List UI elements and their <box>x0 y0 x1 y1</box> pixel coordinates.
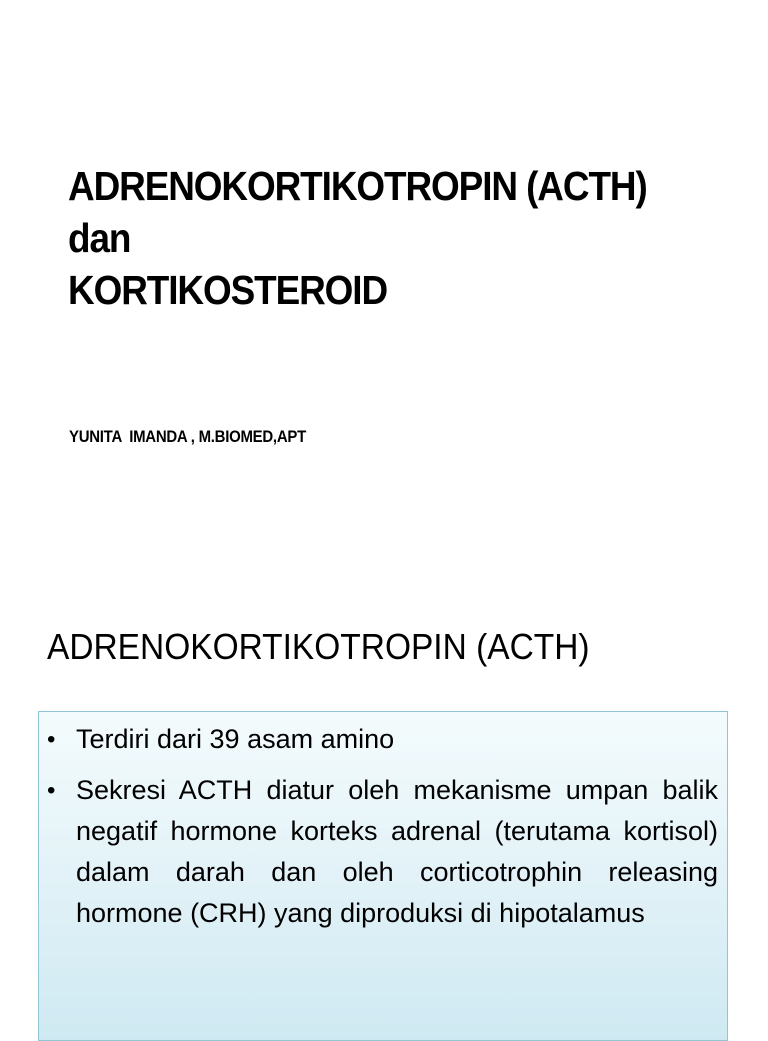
title-line-acth: ADRENOKORTIKOTROPIN (ACTH) <box>68 163 647 209</box>
title-line-kortikosteroid: KORTIKOSTEROID <box>68 267 388 313</box>
title-line-dan: dan <box>68 215 131 261</box>
presentation-title <box>68 160 758 316</box>
bullet-list <box>47 719 718 934</box>
content-slide <box>0 576 768 1024</box>
bullet-item-secretion <box>47 770 718 934</box>
bullet-icon: • <box>47 726 56 753</box>
slide-title: ADRENOKORTIKOTROPIN (ACTH) <box>47 626 590 667</box>
author-name: YUNITA IMANDA , M.BIOMED,APT <box>69 427 306 446</box>
bullet-text: Sekresi ACTH diatur oleh mekanisme umpan balik negatif hormone korteks adrenal (terutama kortisol) dalam darah dan oleh corticotrophin releasing hormone (CRH) yang diproduksi di hipotalamus <box>76 775 718 928</box>
bullet-item-amino-acids <box>47 719 718 760</box>
bullet-icon: • <box>47 777 56 804</box>
bullet-text: Terdiri dari 39 asam amino <box>76 724 395 754</box>
bullet-content-box <box>38 711 728 1041</box>
